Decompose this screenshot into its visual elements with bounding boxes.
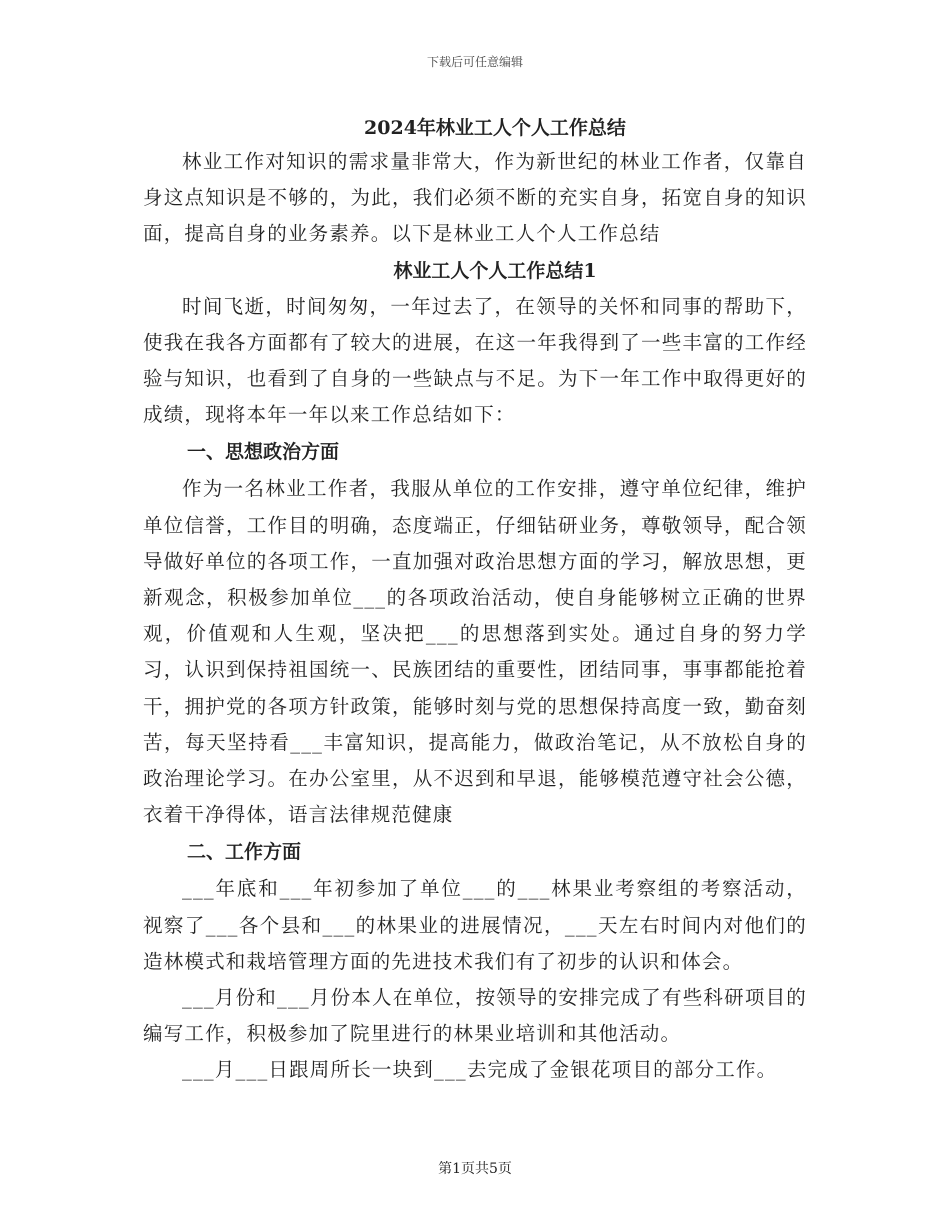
- document-title: 2024年林业工人个人工作总结: [364, 117, 626, 139]
- paragraph-4: ___月份和___月份本人在单位，按领导的安排完成了有些科研项目的编写工作，积极参加了院里进行的林果业培训和其他活动。: [143, 986, 807, 1046]
- paragraph-5: ___月___日跟周所长一块到___去完成了金银花项目的部分工作。: [182, 1058, 778, 1082]
- document-subtitle: 林业工人个人工作总结1: [393, 259, 597, 282]
- header-note: 下载后可任意编辑: [426, 55, 523, 69]
- page-footer: 第1页共5页: [438, 1161, 512, 1177]
- section-heading-politics: 一、思想政治方面: [187, 441, 340, 464]
- document-body: [143, 112, 807, 1089]
- paragraph-1: 时间飞逝，时间匆匆，一年过去了，在领导的关怀和同事的帮助下，使我在我各方面都有了较大的进展，在这一年我得到了一些丰富的工作经验与知识，也看到了自身的一些缺点与不足。为下一年工作中取得更好的成绩，现将本年一年以来工作总结如下：: [143, 294, 807, 427]
- intro-paragraph: 林业工作对知识的需求量非常大，作为新世纪的林业工作者，仅靠自身这点知识是不够的，为此，我们必须不断的充实自身，拓宽自身的知识面，提高自身的业务素养。以下是林业工人个人工作总结: [143, 150, 807, 246]
- paragraph-3: ___年底和___年初参加了单位___的___林果业考察组的考察活动，视察了___各个县和___的林果业的进展情况，___天左右时间内对他们的造林模式和栽培管理方面的先进技术我们有了初步的认识和体会。: [143, 877, 807, 973]
- section-heading-work: 二、工作方面: [187, 841, 302, 864]
- paragraph-2: 作为一名林业工作者，我服从单位的工作安排，遵守单位纪律，维护单位信誉，工作目的明确，态度端正，仔细钻研业务，尊敬领导，配合领导做好单位的各项工作，一直加强对政治思想方面的学习，解放思想，更新观念，积极参加单位___的各项政治活动，使自身能够树立正确的世界观，价值观和人生观，坚决把___的思想落到实处。通过自身的努力学习，认识到保持祖国统一、民族团结的重要性，团结同事，事事都能抢着干，拥护党的各项方针政策，能够时刻与党的思想保持高度一致，勤奋刻苦，每天坚持看___丰富知识，提高能力，做政治笔记，从不放松自身的政治理论学习。在办公室里，从不迟到和早退，能够模范遵守社会公德，衣着干净得体，语言法律规范健康: [143, 477, 807, 827]
